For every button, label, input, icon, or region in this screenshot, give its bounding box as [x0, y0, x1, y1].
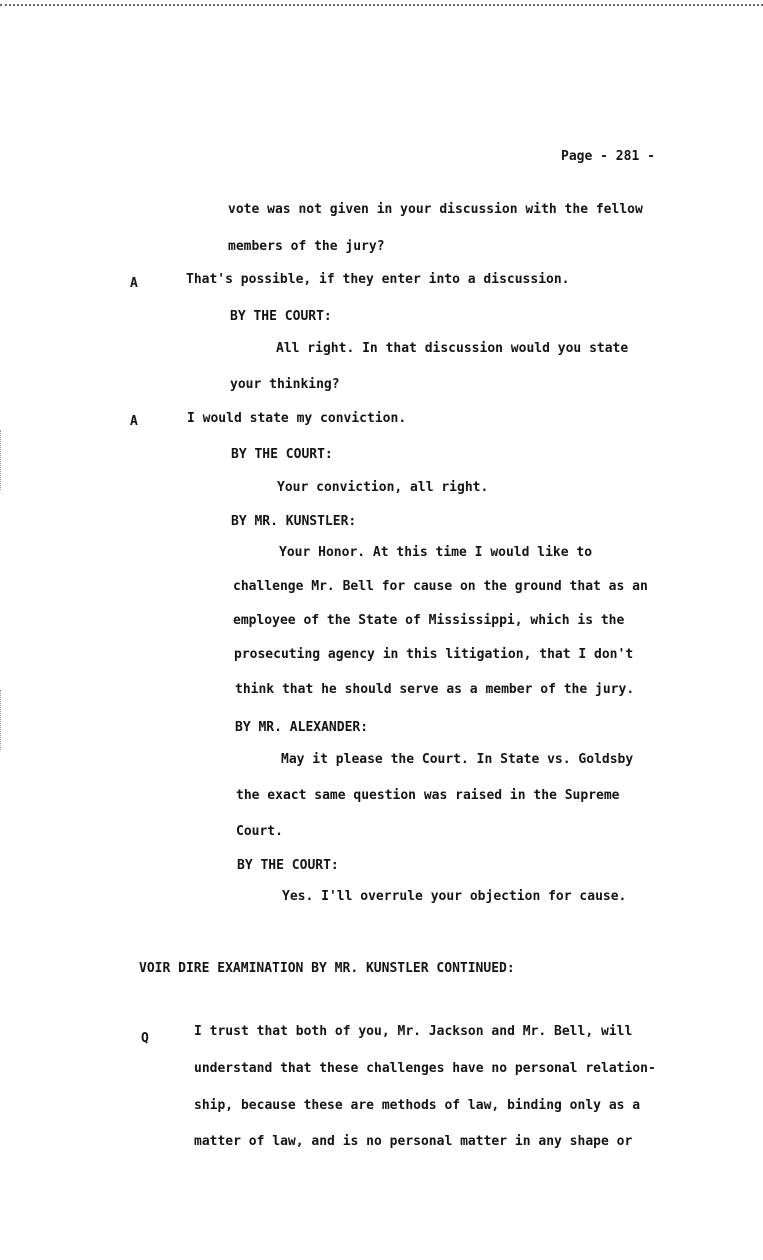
- transcript-line: Court.: [236, 824, 283, 839]
- question-text: understand that these challenges have no personal relation-: [194, 1061, 656, 1076]
- question-text: ship, because these are methods of law, binding only as a: [194, 1098, 641, 1113]
- scan-top-edge: [0, 0, 763, 6]
- transcript-line: Your conviction, all right.: [277, 480, 489, 495]
- transcript-line: Your Honor. At this time I would like to: [279, 545, 593, 560]
- speaker-heading: BY MR. KUNSTLER:: [231, 514, 357, 529]
- speaker-heading: BY THE COURT:: [237, 858, 339, 873]
- page-number: Page - 281 -: [561, 149, 655, 164]
- transcript-line: challenge Mr. Bell for cause on the ground that as an: [233, 579, 648, 594]
- transcript-line: members of the jury?: [228, 239, 385, 254]
- answer-text: I would state my conviction.: [187, 411, 407, 426]
- question-text: I trust that both of you, Mr. Jackson and Mr. Bell, will: [194, 1024, 633, 1039]
- transcript-line: Yes. I'll overrule your objection for cause.: [282, 889, 627, 904]
- margin-mark: [0, 690, 4, 750]
- question-marker: Q: [141, 1031, 149, 1046]
- answer-text: That's possible, if they enter into a discussion.: [186, 272, 570, 287]
- transcript-line: your thinking?: [230, 377, 340, 392]
- question-text: matter of law, and is no personal matter in any shape or: [194, 1134, 633, 1149]
- transcript-line: prosecuting agency in this litigation, that I don't: [234, 647, 634, 662]
- transcript-line: employee of the State of Mississippi, which is the: [233, 613, 625, 628]
- answer-marker: A: [130, 276, 138, 291]
- speaker-heading: BY THE COURT:: [231, 447, 333, 462]
- section-heading: VOIR DIRE EXAMINATION BY MR. KUNSTLER CONTINUED:: [139, 961, 515, 976]
- transcript-line: May it please the Court. In State vs. Goldsby: [281, 752, 634, 767]
- transcript-line: the exact same question was raised in the Supreme: [236, 788, 620, 803]
- transcript-line: think that he should serve as a member of the jury.: [235, 682, 635, 697]
- speaker-heading: BY MR. ALEXANDER:: [235, 720, 369, 735]
- answer-marker: A: [130, 414, 138, 429]
- margin-mark: [0, 430, 4, 490]
- transcript-line: vote was not given in your discussion with the fellow: [228, 202, 643, 217]
- transcript-line: All right. In that discussion would you state: [276, 341, 629, 356]
- speaker-heading: BY THE COURT:: [230, 309, 332, 324]
